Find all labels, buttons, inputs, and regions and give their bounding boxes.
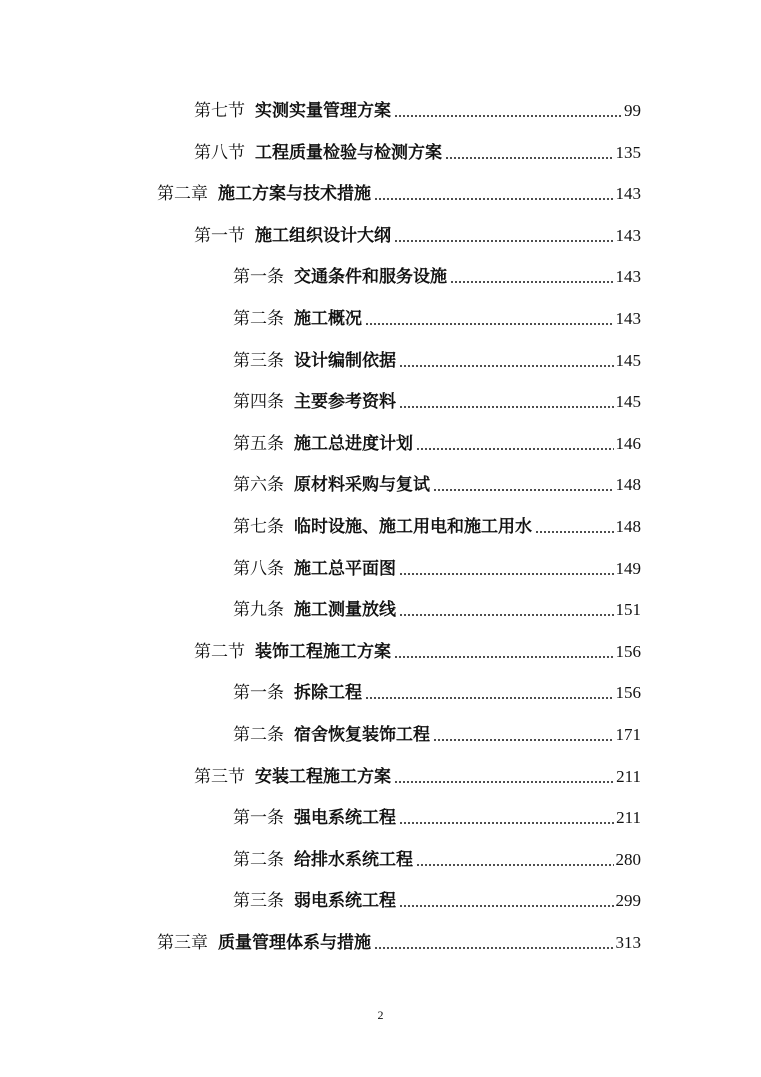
toc-entry-page: 143: [615, 267, 641, 286]
toc-entry-title: 施工方案与技术措施: [218, 184, 371, 204]
toc-entry-page: 135: [615, 143, 641, 162]
toc-entry-number: 第三条: [233, 891, 284, 911]
toc-entry-page: 143: [615, 184, 641, 203]
toc-entry-page: 151: [615, 600, 641, 619]
dot-leader: [399, 365, 614, 367]
toc-entry-number: 第二条: [233, 309, 284, 329]
toc-entry-title: 强电系统工程: [294, 808, 396, 828]
toc-entry-page: 156: [615, 642, 641, 661]
toc-entry-number: 第六条: [233, 475, 284, 495]
toc-entry-page: 299: [615, 891, 641, 910]
toc-entry-page: 146: [615, 434, 641, 453]
dot-leader: [416, 864, 614, 866]
toc-entry[interactable]: [233, 511, 641, 537]
toc-entry-page: 280: [615, 850, 641, 869]
dot-leader: [433, 489, 614, 491]
toc-entry[interactable]: [233, 885, 641, 911]
toc-entry[interactable]: [194, 137, 641, 163]
toc-entry[interactable]: [233, 303, 641, 329]
dot-leader: [394, 656, 614, 658]
toc-entry-page: 145: [615, 351, 641, 370]
toc-entry-number: 第八节: [194, 143, 245, 163]
dot-leader: [394, 781, 614, 783]
toc-entry-title: 设计编制依据: [294, 351, 396, 371]
toc-entry-number: 第九条: [233, 600, 284, 620]
dot-leader: [399, 614, 614, 616]
toc-entry[interactable]: [233, 469, 641, 495]
toc-entry[interactable]: [233, 802, 641, 828]
toc-entry-number: 第一条: [233, 267, 284, 287]
dot-leader: [374, 947, 614, 949]
toc-entry-page: 171: [615, 725, 641, 744]
toc-entry-title: 质量管理体系与措施: [218, 933, 371, 953]
toc-entry-page: 149: [615, 559, 641, 578]
toc-entry-page: 148: [615, 475, 641, 494]
toc-entry-title: 施工概况: [294, 309, 362, 329]
toc-entry-page: 211: [616, 767, 641, 786]
toc-entry[interactable]: [157, 927, 641, 953]
toc-entry-title: 施工测量放线: [294, 600, 396, 620]
toc-entry[interactable]: [233, 594, 641, 620]
toc-entry-page: 313: [615, 933, 641, 952]
toc-entry[interactable]: [233, 719, 641, 745]
dot-leader: [450, 281, 614, 283]
toc-entry-title: 拆除工程: [294, 683, 362, 703]
toc-entry-number: 第二节: [194, 642, 245, 662]
toc-entry-number: 第二条: [233, 725, 284, 745]
toc-entry-number: 第一条: [233, 683, 284, 703]
toc-entry-title: 宿舍恢复装饰工程: [294, 725, 430, 745]
page-number: 2: [377, 1008, 384, 1022]
toc-entry-page: 143: [615, 309, 641, 328]
toc-entry-number: 第三节: [194, 767, 245, 787]
toc-entry-page: 143: [615, 226, 641, 245]
dot-leader: [399, 406, 614, 408]
toc-entry-title: 实测实量管理方案: [255, 101, 391, 121]
toc-entry[interactable]: [194, 95, 641, 121]
toc-entry-title: 装饰工程施工方案: [255, 642, 391, 662]
toc-entry-number: 第三章: [157, 933, 208, 953]
toc-entry-number: 第一条: [233, 808, 284, 828]
toc-entry-number: 第七节: [194, 101, 245, 121]
toc-entry[interactable]: [233, 428, 641, 454]
toc-entry-title: 给排水系统工程: [294, 850, 413, 870]
dot-leader: [399, 573, 614, 575]
toc-entry-number: 第五条: [233, 434, 284, 454]
toc-entry-title: 原材料采购与复试: [294, 475, 430, 495]
toc-entry-title: 施工组织设计大纲: [255, 226, 391, 246]
toc-entry-title: 安装工程施工方案: [255, 767, 391, 787]
toc-entry-page: 156: [615, 683, 641, 702]
toc-entry-number: 第七条: [233, 517, 284, 537]
dot-leader: [374, 198, 614, 200]
toc-entry-title: 工程质量检验与检测方案: [255, 143, 442, 163]
toc-entry[interactable]: [194, 636, 641, 662]
dot-leader: [433, 739, 614, 741]
toc-entry-title: 施工总平面图: [294, 559, 396, 579]
dot-leader: [365, 697, 614, 699]
toc-entry[interactable]: [233, 261, 641, 287]
dot-leader: [445, 157, 614, 159]
dot-leader: [416, 448, 614, 450]
toc-entry-number: 第二章: [157, 184, 208, 204]
toc-entry-page: 211: [616, 808, 641, 827]
toc-entry-title: 主要参考资料: [294, 392, 396, 412]
toc-entry-page: 148: [615, 517, 641, 536]
toc-entry-number: 第四条: [233, 392, 284, 412]
toc-entry[interactable]: [233, 386, 641, 412]
dot-leader: [394, 115, 622, 117]
toc-entry-title: 施工总进度计划: [294, 434, 413, 454]
toc-entry-title: 临时设施、施工用电和施工用水: [294, 517, 532, 537]
dot-leader: [399, 905, 614, 907]
toc-entry-number: 第一节: [194, 226, 245, 246]
toc-entry[interactable]: [194, 761, 641, 787]
toc-entry[interactable]: [233, 345, 641, 371]
toc-entry-page: 99: [624, 101, 641, 120]
toc-entry-number: 第三条: [233, 351, 284, 371]
toc-entry-title: 弱电系统工程: [294, 891, 396, 911]
toc-entry-number: 第二条: [233, 850, 284, 870]
toc-entry[interactable]: [233, 677, 641, 703]
dot-leader: [535, 531, 614, 533]
toc-entry-title: 交通条件和服务设施: [294, 267, 447, 287]
dot-leader: [399, 822, 614, 824]
toc-entry-page: 145: [615, 392, 641, 411]
toc-entry[interactable]: [194, 220, 641, 246]
dot-leader: [394, 240, 614, 242]
toc-entry[interactable]: [233, 844, 641, 870]
dot-leader: [365, 323, 614, 325]
toc-entry-number: 第八条: [233, 559, 284, 579]
toc-entry[interactable]: [157, 178, 641, 204]
toc-entry[interactable]: [233, 553, 641, 579]
